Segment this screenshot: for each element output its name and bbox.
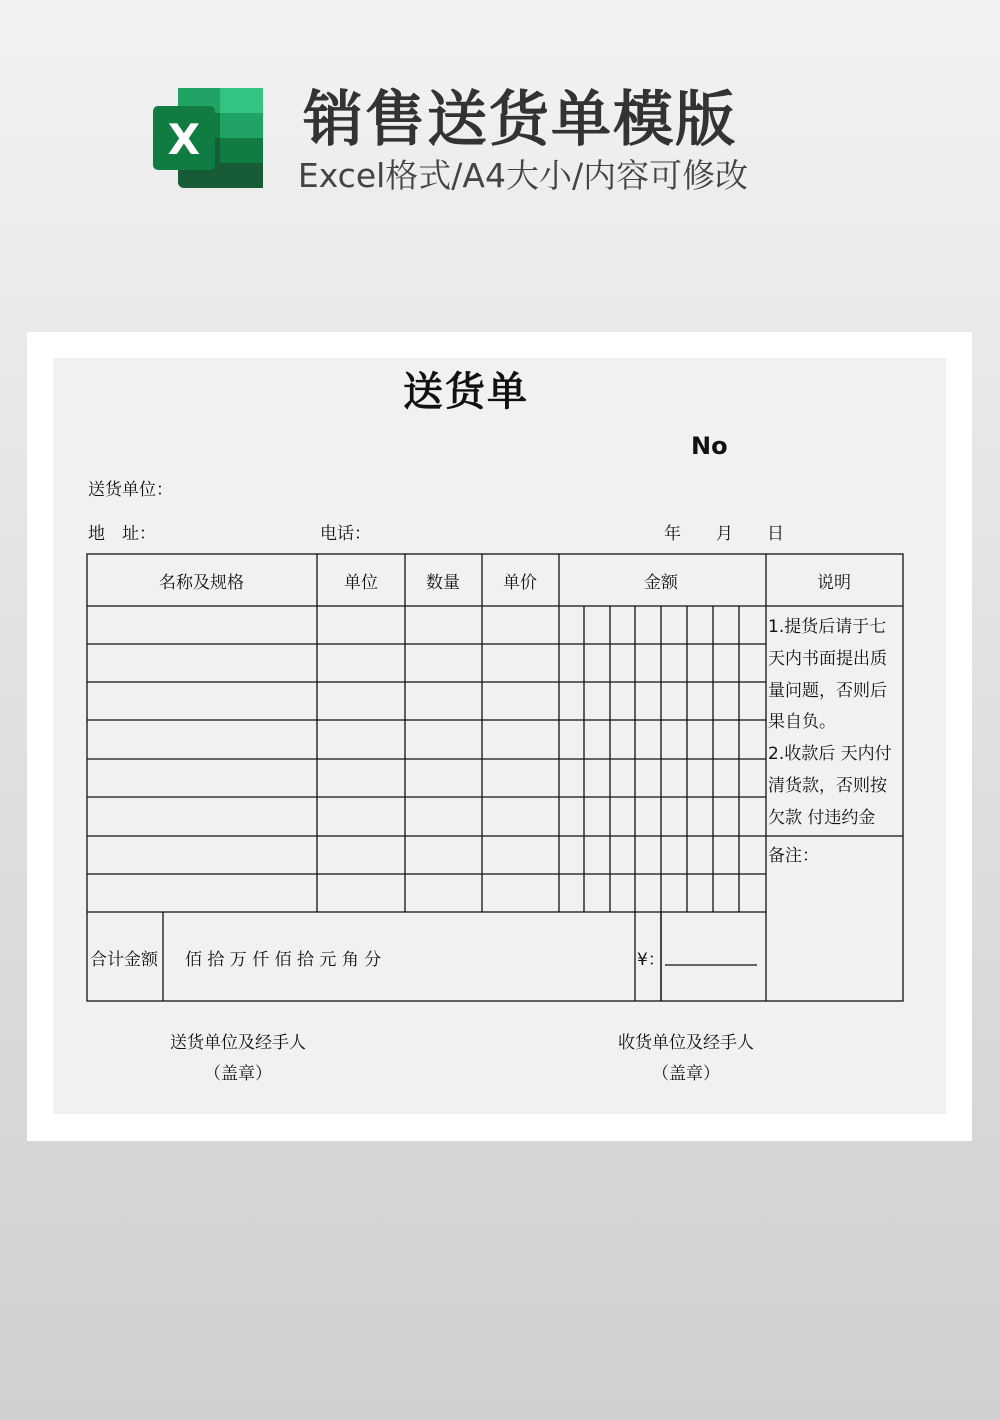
total-amount-units: 佰 拾 万 仟 佰 拾 元 角 分 [185, 950, 382, 970]
svg-text:X: X [167, 115, 201, 164]
page-subtitle: Excel格式/A4大小/内容可修改 [297, 156, 749, 195]
note-line: 量问题，否则后 [768, 681, 887, 701]
col-header-quantity: 数量 [426, 573, 460, 593]
sender-signature-label: 送货单位及经手人 [170, 1033, 306, 1053]
col-header-amount: 金额 [644, 573, 678, 593]
remark-label: 备注： [768, 846, 819, 866]
delivery-form-sheet [53, 358, 946, 1114]
total-amount-label: 合计金额 [90, 950, 158, 970]
form-title: 送货单 [403, 369, 529, 415]
note-line: 1.提货后请于七 [768, 617, 887, 637]
template-preview-card [27, 332, 972, 1141]
date-day-label: 日 [767, 524, 784, 544]
excel-logo-icon [153, 88, 263, 188]
receiver-stamp-label: （盖章） [652, 1064, 720, 1084]
note-line: 2.收款后 天内付 [768, 744, 892, 764]
col-header-unit-price: 单价 [503, 573, 537, 593]
page-title: 销售送货单模版 [303, 85, 737, 155]
address-label: 地 址： [88, 524, 156, 544]
col-header-description: 说明 [817, 573, 851, 593]
note-line: 欠款 付违约金 [768, 808, 876, 828]
form-table-grid [53, 358, 946, 1114]
note-line: 清货款，否则按 [768, 776, 887, 796]
date-month-label: 月 [716, 524, 733, 544]
col-header-name-spec: 名称及规格 [159, 573, 244, 593]
yen-label: ¥： [637, 950, 665, 970]
delivery-unit-label: 送货单位： [88, 480, 173, 500]
note-line: 天内书面提出质 [768, 649, 887, 669]
receiver-signature-label: 收货单位及经手人 [618, 1033, 754, 1053]
sender-stamp-label: （盖章） [204, 1064, 272, 1084]
phone-label: 电话： [320, 524, 371, 544]
note-line: 果自负。 [768, 712, 836, 732]
date-year-label: 年 [664, 524, 681, 544]
col-header-unit: 单位 [344, 573, 378, 593]
form-number-label: No [691, 432, 728, 460]
